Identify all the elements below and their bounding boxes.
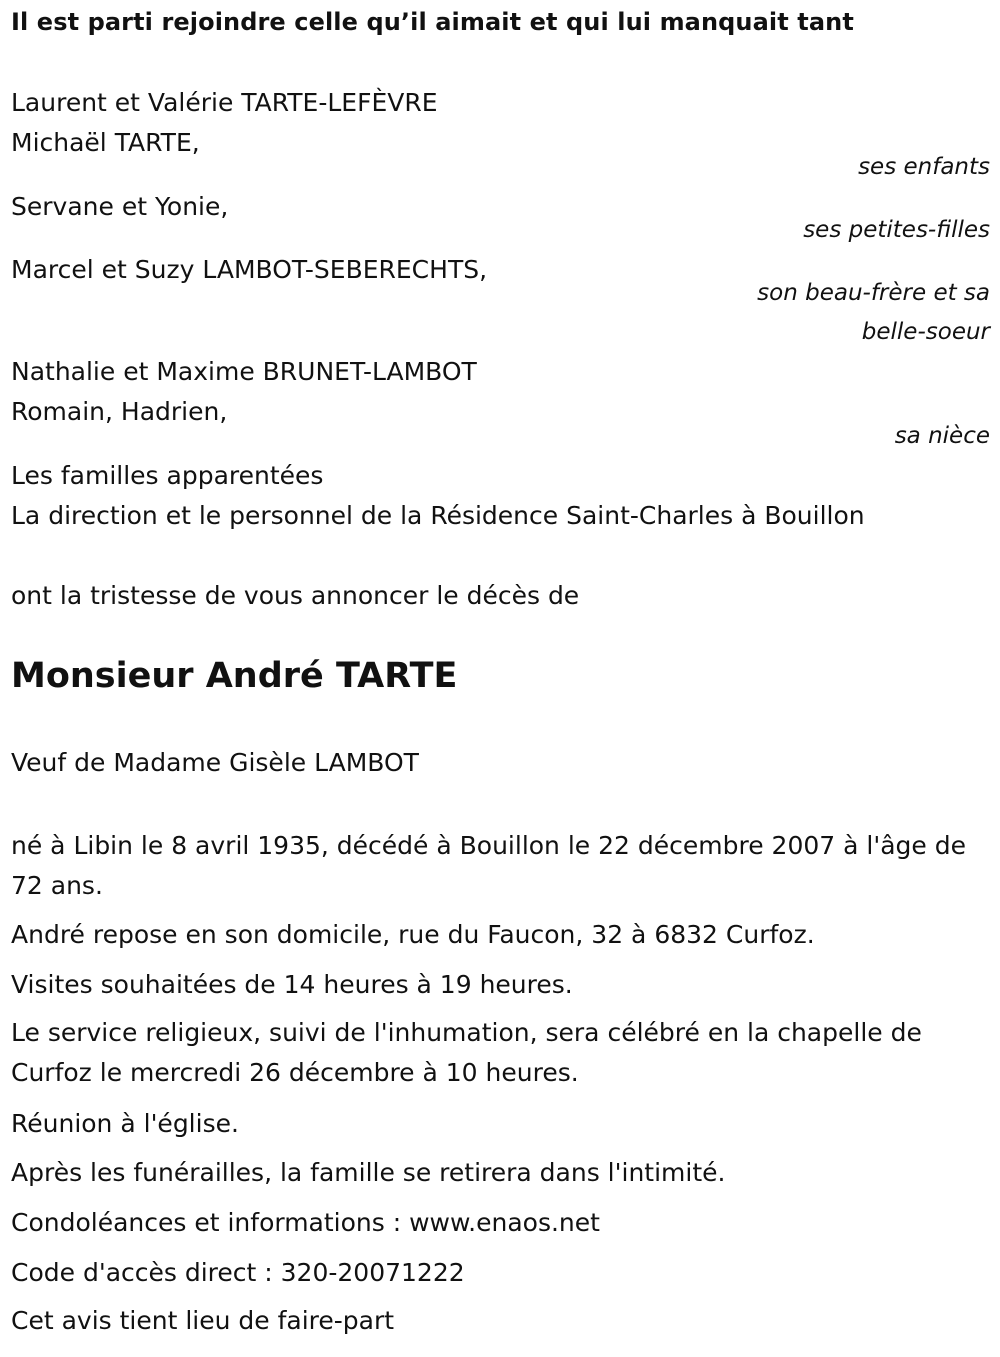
children-line-2: Michaël TARTE, (11, 128, 200, 157)
rest-place: André repose en son domicile, rue du Faucon, 32 à 6832 Curfoz. (11, 920, 815, 949)
condolences: Condoléances et informations : www.enaos.net (11, 1208, 600, 1237)
inlaws-line: Marcel et Suzy LAMBOT-SEBERECHTS, (11, 255, 488, 284)
announcement: ont la tristesse de vous annoncer le décès de (11, 581, 580, 610)
staff-line: La direction et le personnel de la Résidence Saint-Charles à Bouillon (11, 501, 865, 530)
meeting: Réunion à l'église. (11, 1109, 239, 1138)
widower-of: Veuf de Madame Gisèle LAMBOT (11, 748, 419, 777)
notice: Cet avis tient lieu de faire-part (11, 1306, 395, 1335)
niece-role: sa nièce (894, 423, 990, 449)
after-funeral: Après les funérailles, la famille se retirera dans l'intimité. (11, 1158, 726, 1187)
niece-line-2: Romain, Hadrien, (11, 397, 228, 426)
relatives-line: Les familles apparentées (11, 461, 324, 490)
granddaughters-role: ses petites-filles (803, 217, 990, 243)
children-role: ses enfants (858, 154, 990, 180)
access-code: Code d'accès direct : 320-20071222 (11, 1258, 465, 1287)
visits: Visites souhaitées de 14 heures à 19 heures. (11, 970, 573, 999)
deceased-name: Monsieur André TARTE (11, 656, 458, 696)
birth-death-details: né à Libin le 8 avril 1935, décédé à Bouillon le 22 décembre 2007 à l'âge de 72 ans. (11, 831, 966, 900)
inlaws-role-line-2: belle-soeur (861, 319, 990, 345)
epigraph: Il est parti rejoindre celle qu’il aimait et qui lui manquait tant (11, 8, 854, 36)
granddaughters-line: Servane et Yonie, (11, 192, 229, 221)
service-details: Le service religieux, suivi de l'inhumation, sera célébré en la chapelle de Curfoz le mercredi 26 décembre à 10 heures. (11, 1018, 922, 1087)
children-line-1: Laurent et Valérie TARTE-LEFÈVRE (11, 88, 438, 117)
niece-line-1: Nathalie et Maxime BRUNET-LAMBOT (11, 357, 477, 386)
inlaws-role-line-1: son beau-frère et sa (757, 280, 990, 306)
